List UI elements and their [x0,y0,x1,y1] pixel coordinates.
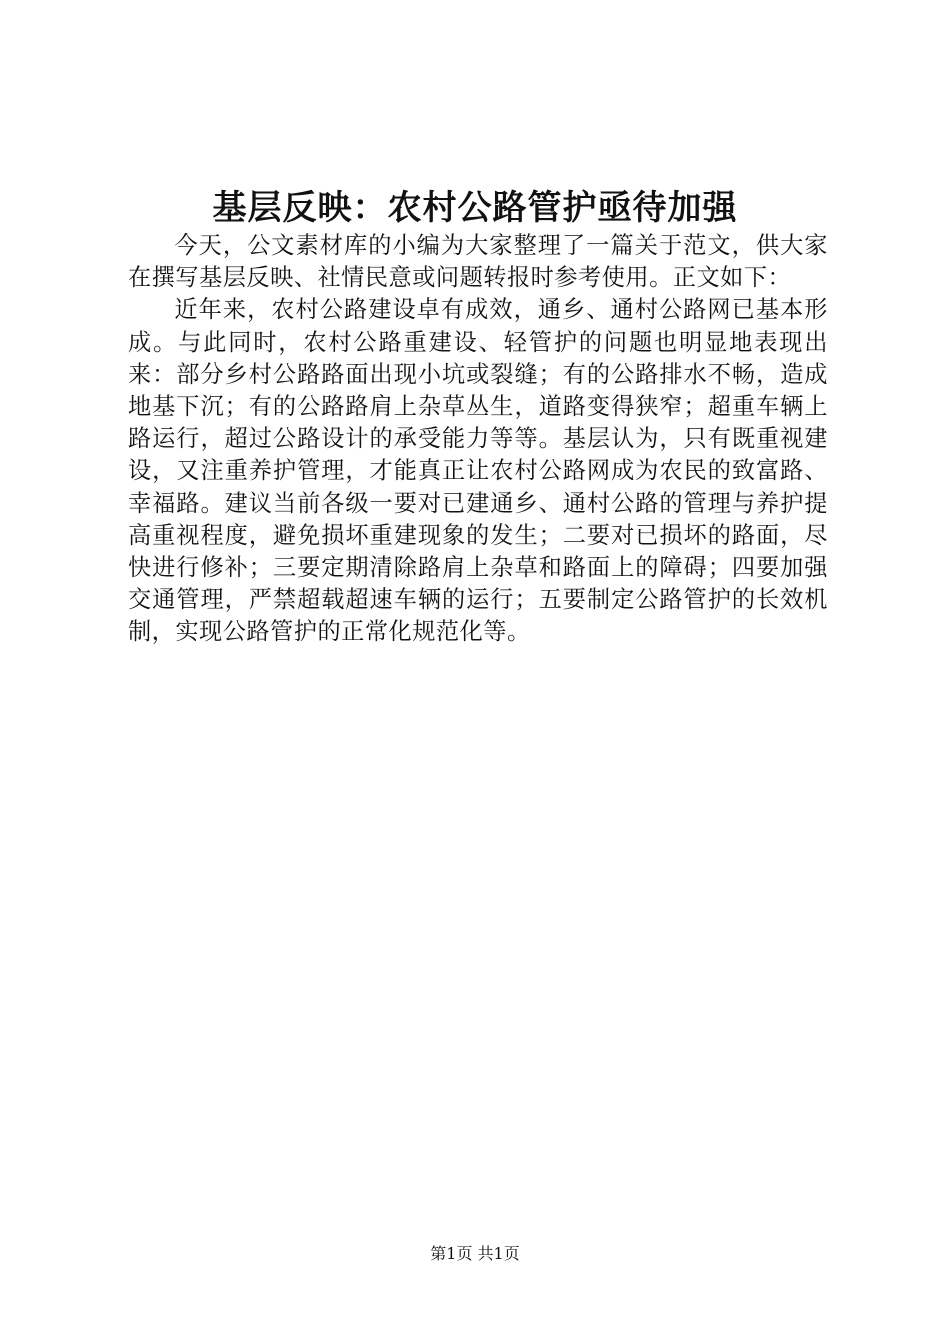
main-paragraph: 近年来，农村公路建设卓有成效，通乡、通村公路网已基本形成。与此同时，农村公路重建设、轻管护的问题也明显地表现出来：部分乡村公路路面出现小坑或裂缝；有的公路排水不畅，造成地基下沉；有的公路路肩上杂草丛生，道路变得狭窄；超重车辆上路运行，超过公路设计的承受能力等等。基层认为，只有既重视建设，又注重养护管理，才能真正让农村公路网成为农民的致富路、幸福路。建议当前各级一要对已建通乡、通村公路的管理与养护提高重视程度，避免损坏重建现象的发生；二要对已损坏的路面，尽快进行修补；三要定期清除路肩上杂草和路面上的障碍；四要加强交通管理，严禁超载超速车辆的运行；五要制定公路管护的长效机制，实现公路管护的正常化规范化等。 [128,296,828,646]
intro-paragraph: 今天，公文素材库的小编为大家整理了一篇关于范文，供大家在撰写基层反映、社情民意或问题转报时参考使用。正文如下： [128,232,828,292]
document-body [128,230,828,649]
document-title: 基层反映：农村公路管护亟待加强 [212,188,738,228]
page-footer: 第1页 共1页 [430,1244,520,1263]
